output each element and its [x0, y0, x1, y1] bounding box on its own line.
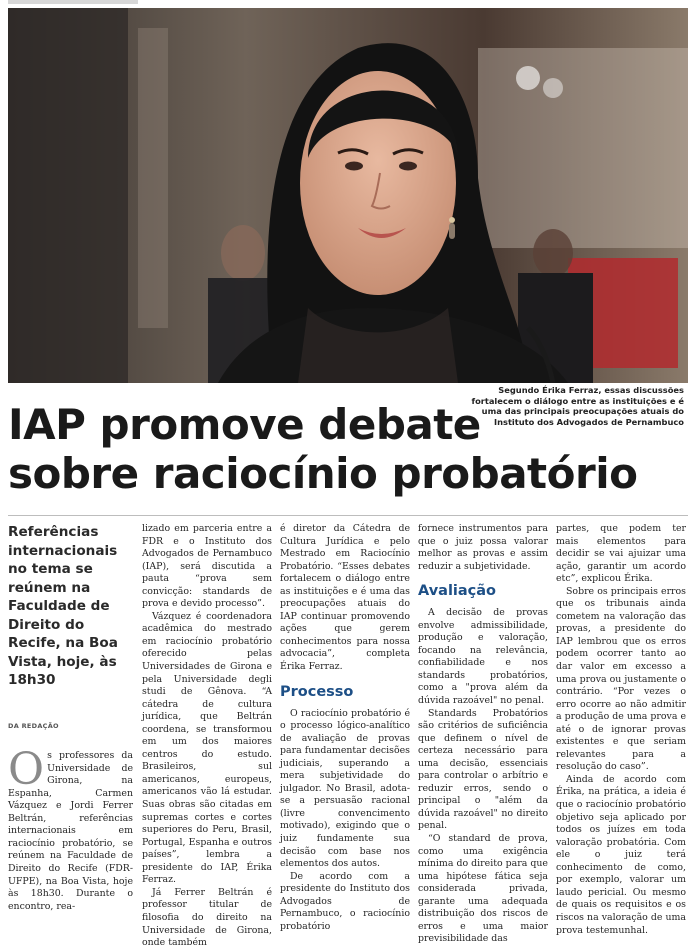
- drop-cap: O: [8, 744, 45, 796]
- lead-paragraph-text: s professores da Universidade de Girona, na Espanha, Carmen Vázquez e Jordi Ferrer Beltrán, referências internacionais em raciocínio probatório, se reúnem na Faculdade de Direito do Recife (FDR-UFPE), na Boa Vista, hoje às 18h30. Durante o encontro, rea-: [8, 750, 133, 912]
- article-deck: Referências internacionais no tema se reúnem na Faculdade de Direito do Recife, na Boa Vista, hoje, às 18h30: [8, 524, 118, 688]
- paragraph: lizado em parceria entre a FDR e o Instituto dos Advogados de Pernambuco (IAP), será discutida a pauta “prova sem convicção: standards de prova e devido processo”.: [142, 523, 272, 610]
- article-column-1: [8, 523, 133, 913]
- paragraph: “O standard de prova, como uma exigência mínima do direito para que uma hipótese fática seja considerada privada, garante uma adequada distribuição dos riscos de erros e uma maior previsibilidade das: [418, 833, 548, 945]
- paragraph: O raciocínio probatório é o processo lógico-analítico de avaliação de provas para fundamentar decisões judiciais, superando a mera subjetividade do julgador. No Brasil, adota-se a persuasão racional (livre convencimento motivado), exigindo que o juiz fundamente sua decisão com base nos elementos dos autos.: [280, 707, 410, 870]
- paragraph: A decisão de provas envolve admissibilidade, produção e valoração, focando na relevância, confiabilidade e nos standards probatórios, como a "prova além da dúvida razoável" no penal.: [418, 607, 548, 707]
- photo-caption: Segundo Érika Ferraz, essas discussões fortalecem o diálogo entre as instituições e é uma das principais preocupações atuais do Instituto dos Advogados de Pernambuco: [471, 385, 684, 427]
- paragraph: Sobre os principais erros que os tribunais ainda cometem na valoração das provas, a presidente do IAP lembrou que os erros podem ocorrer tanto ao dar valor em excesso a uma prova ou justamente o contrário. “Por vezes o erro ocorre ao não admitir a produção de uma prova e até o de ignorar provas existentes e que seriam relevantes para a resolução do caso”.: [556, 585, 686, 773]
- subhead-avaliacao: Avaliação: [418, 583, 497, 600]
- woman-portrait-illustration: [8, 8, 688, 383]
- subhead-processo: Processo: [280, 683, 354, 700]
- lead-paragraph: [8, 744, 133, 913]
- article-headline: [8, 400, 688, 498]
- headline-line-2: sobre raciocínio probatório: [8, 449, 638, 498]
- paragraph: Já Ferrer Beltrán é professor titular de filosofia do direito na Universidade de Girona, onde também: [142, 886, 272, 949]
- paragraph: Vázquez é coordenadora acadêmica do mestrado em raciocínio probatório oferecido pelas Universidades de Girona e pela Universidade degli studi de Gênova. “A cátedra de cultura jurídica, que Beltrán coordena, se transformou em um dos maiores centros do estudo. Brasileiros, sul americanos, europeus, americanos vão lá estudar. Suas obras são citadas em supremas cortes e cortes superiores do Peru, Brasil, Portugal, Espanha e outros países”, lembra a presidente do IAP, Érika Ferraz.: [142, 610, 272, 886]
- paragraph: fornece instrumentos para que o juiz possa valorar melhor as provas e assim reduzir a subjetividade.: [418, 523, 548, 572]
- article-column-5: [556, 523, 686, 937]
- page-header-strip: [8, 0, 138, 4]
- headline-divider: [8, 515, 688, 516]
- headline-line-1: IAP promove debate: [8, 400, 481, 449]
- paragraph: De acordo com a presidente do Instituto dos Advogados de Pernambuco, o raciocínio probatório: [280, 870, 410, 932]
- article-column-2: [142, 523, 272, 950]
- paragraph: é diretor da Cátedra de Cultura Jurídica e pelo Mestrado em Raciocínio Probatório. “Esses debates fortalecem o diálogo entre as instituições e é uma das preocupações atuais do IAP continuar promovendo ações que gerem conhecimentos para nossa advocacia”, completa Érika Ferraz.: [280, 523, 410, 673]
- paragraph: Ainda de acordo com Érika, na prática, a ideia é que o raciocínio probatório objetivo seja aplicado por todos os juízes em toda valoração probatória. Com ele o juiz terá conhecimento de como, por exemplo, valorar um laudo pericial. Ou mesmo de quais os requisitos e os riscos na valoração de uma prova testemunhal.: [556, 773, 686, 936]
- paragraph: partes, que podem ter mais elementos para decidir se vai ajuizar uma ação, garantir um acordo etc”, explicou Érika.: [556, 523, 686, 585]
- article-column-3: [280, 523, 410, 933]
- article-column-4: [418, 523, 548, 946]
- article-photo: [8, 8, 688, 383]
- paragraph: Standards Probatórios são critérios de suficiência que definem o nível de certeza necessário para uma decisão, essenciais para controlar o arbítrio e reduzir erros, sendo o principal o "além da dúvida razoável" no direito penal.: [418, 707, 548, 832]
- article-byline: DA REDAÇÃO: [8, 721, 59, 730]
